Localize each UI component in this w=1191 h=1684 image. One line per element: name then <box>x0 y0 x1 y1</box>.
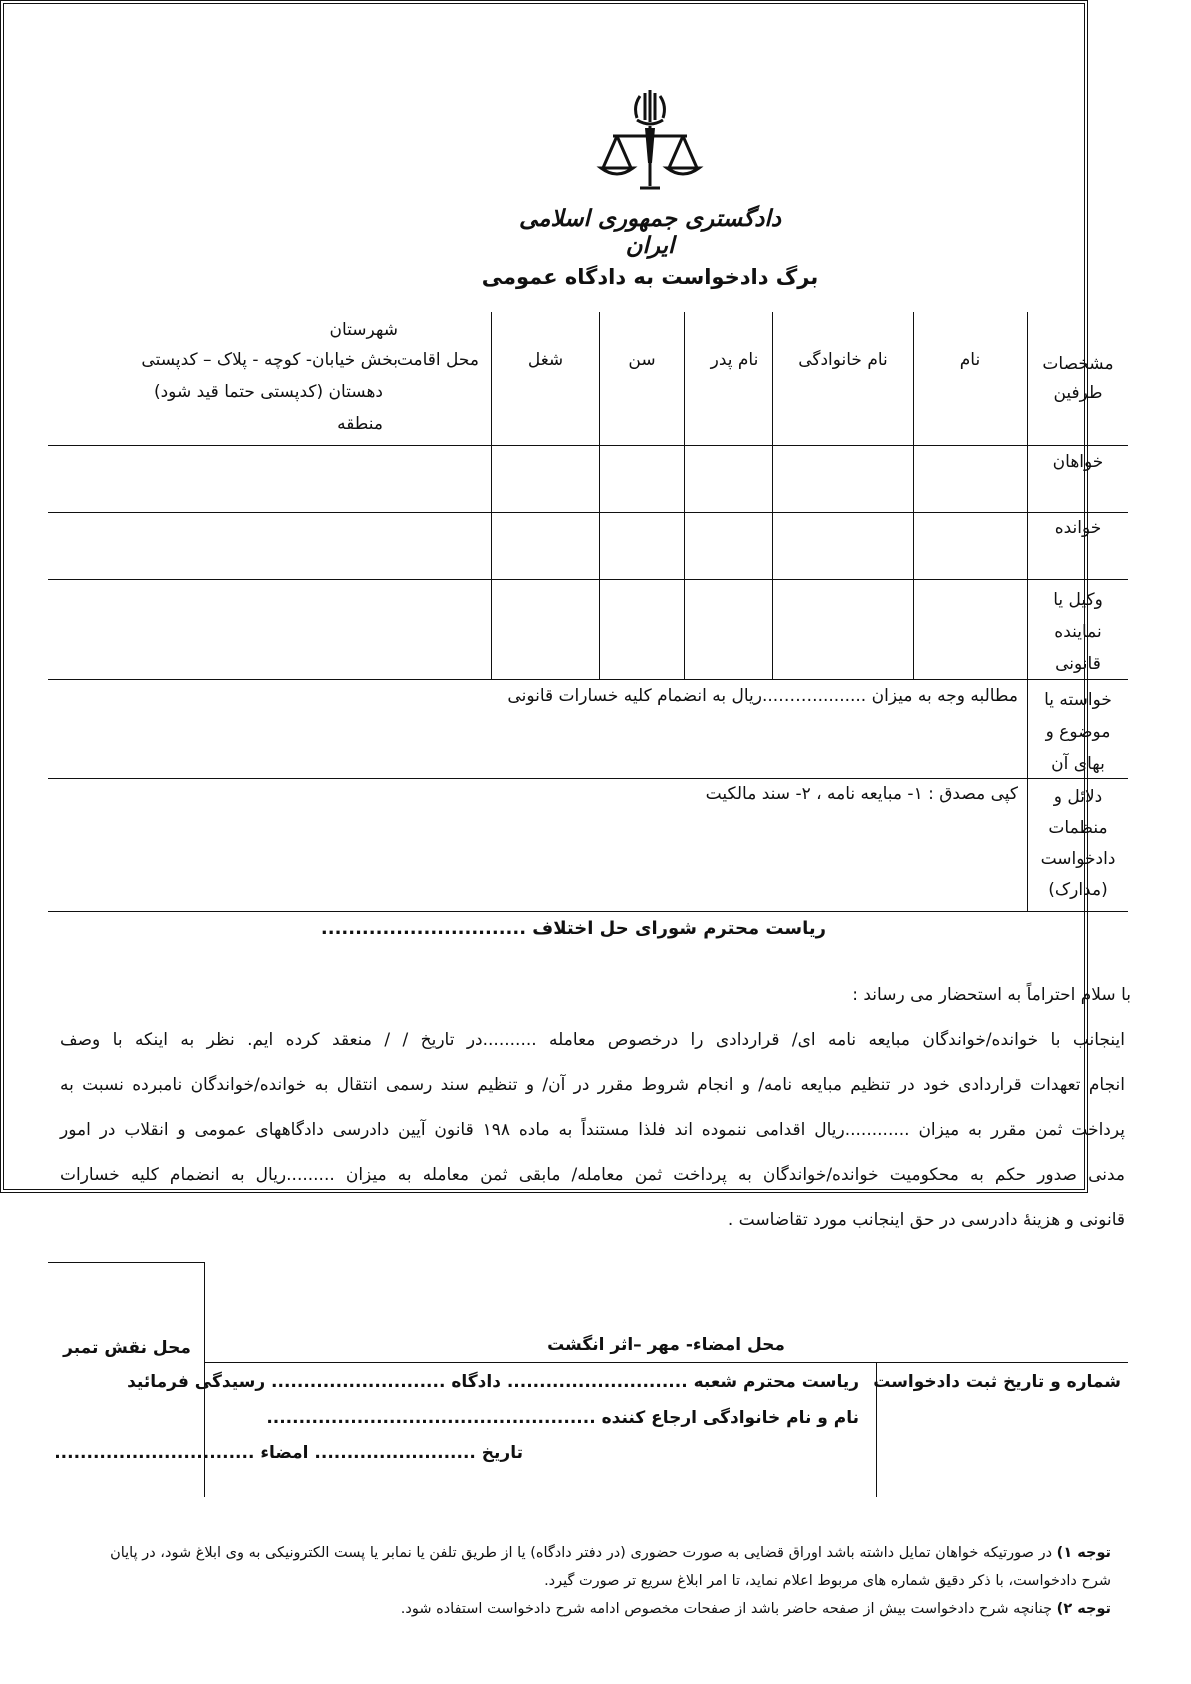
body-line-4: مدنی صدور حکم به محکومیت خوانده/خواندگان به پرداخت ثمن معامله/ مابقی ثمن معامله به میزان .........ریال به انضمام کلیه خسارات <box>60 1165 1125 1185</box>
body-line-5: قانونی و هزینهٔ دادرسی در حق اینجانب مورد تقاضاست . <box>727 1210 1125 1230</box>
parties-header-line1: مشخصات <box>1042 354 1114 374</box>
defendant-label: خوانده <box>1054 518 1102 538</box>
body-salutation: با سلام احتراماً به استحضار می رساند : <box>852 985 1131 1005</box>
judiciary-emblem-icon <box>595 88 705 198</box>
claim-label-line1: خواسته یا <box>1044 690 1112 710</box>
stamp-area-label: محل نقش تمبر <box>63 1338 191 1358</box>
plaintiff-label: خواهان <box>1052 452 1104 472</box>
note2-label: توجه ۲) <box>1056 1601 1111 1617</box>
claim-label-line3: بهای آن <box>1051 754 1105 774</box>
attorney-label-line2: نماینده <box>1054 622 1102 642</box>
brand-text: دادگستری جمهوری اسلامی ایران <box>519 205 781 259</box>
evidence-label-line3: دادخواست <box>1040 849 1116 869</box>
evidence-label-line4: (مدارک) <box>1048 880 1108 900</box>
addressee-line: ریاست محترم شورای حل اختلاف .............................. <box>320 918 826 939</box>
residence-line-district: دهستان (کدپستی حتما قید شود) <box>153 382 383 402</box>
residence-line-address: بخش خیابان- کوچه - پلاک – کدپستی <box>141 350 398 370</box>
evidence-text: کپی مصدق : ۱- مبایعه نامه ، ۲- سند مالکیت <box>705 784 1018 804</box>
age-header: سن <box>628 350 656 370</box>
residence-line-region: منطقه <box>337 414 383 434</box>
evidence-label-line1: دلائل و <box>1053 787 1103 807</box>
note1-line1: در صورتیکه خواهان تمایل داشته باشد اوراق قضایی به صورت حضوری (در دفتر دادگاه) یا از طریق تلفن یا نمابر یا پست الکترونیکی به وی ابلاغ شود، در پایان <box>110 1545 1053 1561</box>
referral-line-3: تاریخ ......................... امضاء ............................... <box>54 1443 523 1463</box>
referral-line-1: ریاست محترم شعبه ............................ دادگاه ........................... رسیدگی فرمائید <box>127 1372 859 1392</box>
signature-area-label: محل امضاء- مهر –اثر انگشت <box>547 1335 785 1355</box>
family-header: نام خانوادگی <box>798 350 888 370</box>
claim-text: مطالبه وجه به میزان ..........……...ریال به انضمام کلیه خسارات قانونی <box>507 686 1018 706</box>
note2-line1: چنانچه شرح دادخواست بیش از صفحه حاضر باشد از صفحات مخصوص ادامه شرح دادخواست استفاده شود. <box>400 1601 1053 1617</box>
name-header: نام <box>959 350 981 370</box>
parties-header-line2: طرفین <box>1053 383 1103 403</box>
father-header: نام پدر <box>710 350 759 370</box>
page-title: برگ دادخواست به دادگاه عمومی <box>481 265 819 289</box>
body-line-2: انجام تعهدات قراردادی خود در تنظیم مبایعه نامه/ و انجام شروط مقرر در آن/ و تنظیم سند رسمی انتقال به خوانده/خواندگان نامبرده نسبت به <box>60 1075 1125 1095</box>
attorney-label-line3: قانونی <box>1055 654 1101 674</box>
body-line-1: اینجانب با خوانده/خواندگان مبایعه نامه ای/ قراردادی را درخصوص معامله ..........در تاریخ / / منعقد کرده ایم. نظر به اینکه با وصف <box>60 1030 1125 1050</box>
body-line-3: پرداخت ثمن مقرر به میزان ............ریال اقدامی ننموده اند فلذا مستنداً به ماده ۱۹۸ قانون آیین دادرسی دادگاههای عمومی و انقلاب در امور <box>60 1120 1125 1140</box>
evidence-label-line2: منظمات <box>1048 818 1108 838</box>
referral-line-2: نام و نام خانوادگی ارجاع کننده ................................................... <box>266 1408 859 1428</box>
note1-label: توجه ۱) <box>1056 1545 1111 1561</box>
residence-header: محل اقامت <box>396 350 479 370</box>
note1-line2: شرح دادخواست، با ذکر دقیق شماره های مربوط اعلام نماید، تا امر ابلاغ سریع تر صورت گیرد. <box>544 1573 1111 1589</box>
residence-line-city: شهرستان <box>329 320 398 340</box>
attorney-label-line1: وکیل یا <box>1053 590 1103 610</box>
claim-label-line2: موضوع و <box>1045 722 1111 742</box>
registration-label: شماره و تاریخ ثبت دادخواست <box>873 1372 1121 1392</box>
job-header: شغل <box>527 350 564 370</box>
